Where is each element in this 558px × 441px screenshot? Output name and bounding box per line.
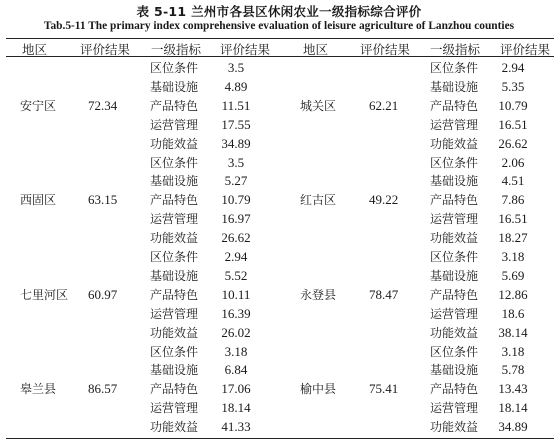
region-score: 78.47 — [369, 286, 399, 302]
index-value: 4.51 — [501, 173, 525, 189]
index-value: 3.18 — [501, 343, 525, 359]
index-name: 功能效益 — [430, 231, 479, 246]
region-score: 63.15 — [88, 192, 118, 208]
index-name: 区位条件 — [150, 61, 199, 75]
index-value: 3.5 — [227, 154, 245, 170]
index-value: 16.97 — [221, 211, 251, 227]
index-name: 功能效益 — [150, 420, 199, 435]
index-name: 基础设施 — [150, 268, 199, 283]
region-score: 86.57 — [88, 381, 118, 397]
index-name: 运营管理 — [430, 212, 479, 227]
index-value: 17.06 — [221, 381, 251, 397]
region-score: 75.41 — [369, 381, 399, 397]
index-value: 5.27 — [224, 173, 248, 189]
index-value: 10.11 — [221, 286, 251, 302]
index-value: 2.06 — [501, 154, 525, 170]
index-name: 区位条件 — [430, 250, 479, 264]
index-name: 基础设施 — [430, 174, 479, 189]
index-value: 34.89 — [221, 135, 251, 151]
region-name: 永登县 — [300, 287, 337, 302]
index-value: 11.51 — [221, 97, 251, 113]
index-name: 区位条件 — [150, 250, 199, 264]
index-value: 18.27 — [498, 230, 528, 246]
index-name: 功能效益 — [430, 420, 479, 435]
region-score: 60.97 — [88, 286, 118, 302]
table-title-chinese: 表 5-11 兰州市各县区休闲农业一级指标综合评价 — [136, 4, 422, 19]
region-name: 红古区 — [300, 193, 337, 208]
index-name: 产品特色 — [430, 193, 479, 208]
index-name: 基础设施 — [430, 268, 479, 283]
header-primary-index-right: 一级指标 — [430, 42, 481, 57]
header-region-right: 地区 — [303, 42, 329, 57]
index-name: 功能效益 — [430, 136, 479, 151]
index-name: 运营管理 — [150, 212, 199, 227]
index-value: 18.14 — [221, 400, 251, 416]
index-name: 区位条件 — [430, 344, 479, 359]
index-name: 产品特色 — [430, 382, 479, 397]
index-name: 区位条件 — [430, 61, 479, 75]
region-name: 城关区 — [300, 98, 337, 113]
index-value: 3.18 — [501, 249, 525, 264]
index-name: 产品特色 — [150, 98, 199, 113]
index-name: 产品特色 — [150, 382, 199, 397]
index-value: 5.78 — [501, 362, 525, 378]
index-value: 26.62 — [498, 135, 528, 151]
region-score: 49.22 — [369, 192, 399, 208]
index-value: 34.89 — [498, 419, 528, 435]
header-region: 地区 — [22, 42, 48, 57]
index-name: 区位条件 — [150, 344, 199, 359]
index-name: 区位条件 — [430, 155, 479, 170]
index-name: 运营管理 — [430, 401, 479, 416]
index-value: 4.89 — [224, 78, 248, 94]
index-value: 26.02 — [221, 324, 251, 340]
index-name: 产品特色 — [430, 98, 479, 113]
index-value: 2.94 — [501, 60, 525, 75]
region-score: 62.21 — [369, 97, 399, 113]
index-name: 产品特色 — [150, 287, 199, 302]
region-name: 西固区 — [20, 193, 57, 208]
index-value: 10.79 — [221, 192, 251, 208]
index-name: 运营管理 — [150, 306, 199, 321]
index-value: 3.5 — [227, 60, 245, 75]
index-value: 3.18 — [224, 343, 248, 359]
index-name: 产品特色 — [430, 287, 479, 302]
index-value: 18.6 — [501, 305, 525, 321]
index-value: 41.33 — [221, 419, 251, 435]
index-name: 基础设施 — [150, 174, 199, 189]
table-bottom-rule — [6, 438, 554, 439]
index-value: 17.55 — [221, 116, 251, 132]
index-name: 运营管理 — [150, 117, 199, 132]
index-name: 基础设施 — [430, 363, 479, 378]
table-top-rule — [6, 38, 554, 39]
index-value: 26.62 — [221, 230, 251, 246]
header-result-right: 评价结果 — [360, 42, 411, 57]
table-title-english: Tab.5-11 The primary index comprehensive evaluation of leisure agriculture of Lanzhou counties — [43, 20, 515, 32]
region-name: 榆中县 — [300, 382, 337, 397]
index-value: 38.14 — [498, 324, 528, 340]
header-primary-index: 一级指标 — [151, 42, 202, 57]
region-name: 皋兰县 — [20, 382, 57, 397]
index-value: 16.51 — [498, 116, 528, 132]
index-name: 运营管理 — [430, 117, 479, 132]
index-value: 10.79 — [498, 97, 528, 113]
index-value: 6.84 — [224, 362, 248, 378]
index-name: 产品特色 — [150, 193, 199, 208]
index-value: 18.14 — [498, 400, 528, 416]
header-index-result: 评价结果 — [220, 42, 271, 57]
index-name: 运营管理 — [150, 401, 199, 416]
index-value: 16.51 — [498, 211, 528, 227]
index-value: 5.69 — [501, 267, 525, 283]
index-name: 基础设施 — [150, 363, 199, 378]
index-name: 功能效益 — [150, 325, 199, 340]
index-value: 7.86 — [501, 192, 525, 208]
region-name: 安宁区 — [20, 98, 57, 113]
index-value: 12.86 — [498, 286, 528, 302]
index-name: 区位条件 — [150, 155, 199, 170]
index-value: 5.52 — [224, 267, 248, 283]
index-name: 功能效益 — [150, 231, 199, 246]
index-value: 2.94 — [224, 249, 248, 264]
index-value: 5.35 — [501, 78, 525, 94]
region-score: 72.34 — [88, 97, 118, 113]
index-name: 基础设施 — [430, 79, 479, 94]
region-name: 七里河区 — [20, 287, 69, 302]
index-value: 16.39 — [221, 305, 251, 321]
index-name: 功能效益 — [150, 136, 199, 151]
index-value: 13.43 — [498, 381, 528, 397]
index-name: 功能效益 — [430, 325, 479, 340]
index-name: 基础设施 — [150, 79, 199, 94]
header-index-result-right: 评价结果 — [500, 42, 551, 57]
index-name: 运营管理 — [430, 306, 479, 321]
header-result: 评价结果 — [80, 42, 131, 57]
